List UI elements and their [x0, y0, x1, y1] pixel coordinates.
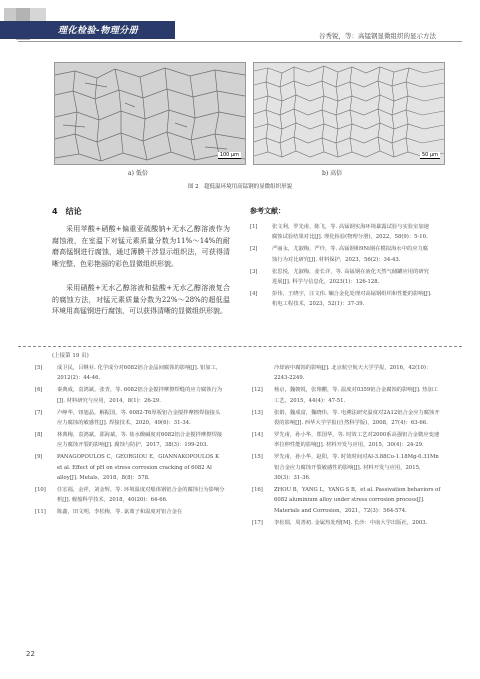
scale-bar-b: 50 μm	[421, 152, 438, 158]
reference-text: 冷却液中腐蚀的影响[J]. 北京航空航天大学学报，2016，42(10)：2243-2249.	[274, 365, 432, 382]
reference-text: 李松瑞，周善初. 金属热处理[M]. 长沙：中南大学出版社，2003.	[274, 519, 428, 526]
reference-number: [13]	[252, 409, 263, 416]
reference-text: 陈鑫，田文明，李松梅，等. 氯离子和温度对铝合金在	[57, 509, 183, 516]
page-number: 22	[26, 650, 35, 658]
reference-text: 成卫民，吕继业. 化学成分对6082铝合金晶间腐蚀的影响[J]. 铝加工，2012(2)：44-46.	[57, 365, 222, 382]
reference-text: 张娟，魏成富，魏晓伟，等. 电溯法研究温度对2A12铝合金应力腐蚀开裂的影响[J]. 西华大学学报(自然科学版)，2008，27(4)：63-66.	[274, 409, 440, 427]
micrograph-a-image	[55, 63, 245, 164]
micrograph-b-image	[254, 63, 444, 164]
panel-a-caption: a) 低倍	[128, 170, 148, 177]
reference-text: 罗先甫，孙小华，赵阳，等. 时效时间对Al-3.88Cu-1.18Mg-0.31Mn铝合金应力腐蚀开裂敏感性的影响[J]. 材料开发与应用，2015，30(3)：31-36.	[274, 454, 439, 482]
reference-number: [6]	[35, 387, 43, 394]
continued-reference-list-right	[252, 363, 442, 530]
figure-caption: 图 2 超低温环境用高锰钢的显微组织形貌	[187, 184, 293, 190]
section-divider	[18, 346, 462, 347]
reference-item	[252, 485, 442, 516]
reference-text: 罗先甫，孙小华，郑国华，等. 时效工艺对2000系高强铝合金微应变速率拉伸性能的影响[J]. 材料开发与应用，2015，30(4)：24-29.	[274, 431, 440, 449]
reference-number: [16]	[252, 486, 263, 493]
reference-number: [17]	[252, 519, 263, 526]
conclusion-paragraph: 采用硝酸+无水乙醇溶液和盐酸+无水乙醇溶液复合的腐蚀方法，对锰元素质量分数为22%～28%的超低温环境用高锰钢进行腐蚀，可以获得清晰的显微组织形貌。	[52, 284, 230, 315]
reference-number: [4]	[250, 290, 258, 297]
reference-number: [11]	[35, 509, 46, 516]
reference-item	[252, 452, 442, 483]
reference-text: 林典梅，袁鸿斌，邵海斌，等. 盐水酸碱度对6082铝合金搅拌摩擦焊接应力腐蚀开裂的影响[J]. 腐蚀与防护，2017，38(3)：199-203.	[57, 431, 223, 449]
reference-text: 任宏福，金祥，刘金辉，等. 环境温度对船体钢铝合金的腐蚀行为影响分析[J]. 舰船科学技术，2018，40(20)：64-66.	[57, 486, 225, 504]
reference-number: [15]	[252, 454, 263, 461]
reference-number: [14]	[252, 431, 263, 438]
reference-text: 秦典成，袁鸿斌，张青，等. 6082铝合金搅拌摩擦焊缝的应力腐蚀行为[J]. 材料研究与应用，2014，8(1)：26-29.	[57, 387, 223, 404]
reference-text: 严丽永，尤淑梅，严玲，等. 高锰钢和9Ni钢在模拟海水中的应力腐蚀行为对比研究[J]. 材料保护，2023，56(2)：34-43.	[272, 246, 429, 263]
reference-text: 彭伟，王晓宇，汪文伟. 镧合金化处理对高锰钢组织和性能的影响[J]. 机电工程技术，2023，52(1)：37-39.	[272, 290, 432, 308]
reference-item	[35, 507, 225, 517]
reference-item	[252, 518, 442, 528]
reference-number: [12]	[252, 387, 263, 394]
journal-label: 理化检验-物理分册	[58, 26, 139, 36]
reference-number: [3]	[250, 268, 258, 275]
reference-number: [7]	[35, 409, 43, 416]
panel-b-caption: b) 高倍	[322, 170, 343, 177]
reference-item	[252, 385, 442, 406]
continued-label: (上接第 19 页)	[52, 353, 89, 359]
reference-item	[35, 408, 225, 429]
reference-number: [5]	[35, 365, 43, 371]
reference-item	[252, 430, 442, 451]
reference-list	[250, 222, 432, 311]
reference-text: PANAGOPOULOS C，GEORGIOU E，GIANNAKOPOULOS K et al. Effect of pH on stress corrosion cracking of 6082 Al alloy[J]. Metals，2018，8(8)：578.	[57, 454, 220, 482]
reference-item	[35, 452, 225, 483]
reference-item	[252, 363, 442, 384]
micrograph-high-magnification	[253, 62, 445, 165]
reference-number: [2]	[250, 246, 258, 253]
running-head: 谷秀锐，等：高锰钢显微组织的显示方法	[319, 32, 436, 40]
reference-item	[250, 244, 432, 265]
reference-item	[250, 222, 432, 243]
journal-header	[0, 0, 480, 40]
scale-bar-a: 100 μm	[219, 152, 239, 158]
reference-item	[252, 408, 442, 429]
reference-number: [10]	[35, 486, 46, 493]
reference-item	[35, 430, 225, 451]
reference-item	[35, 485, 225, 506]
section-title: 4 结论	[52, 207, 82, 216]
reference-text: 张思悦，尤淑梅，姜长详，等. 高锰钢在液化天然气储罐应用的研究进展[J]. 科学与信息化，2023(1)：126-128.	[272, 268, 429, 286]
reference-item	[35, 363, 225, 384]
reference-item	[35, 385, 225, 406]
reference-text: ZHOU B，YANG L，YANG S B，et al. Passivation behaviors of 6082 aluminium alloy under stress corrosion process[J]. Materials and Corrosion，2021，72(3)：564-574.	[274, 486, 441, 514]
header-rule	[18, 41, 462, 42]
continued-reference-list-left	[35, 363, 225, 519]
references-title: 参考文献：	[250, 207, 285, 215]
reference-text: 卢峥华，钮旭晶，解振国，等. 6082-T6厚板铝合金搅拌摩擦焊接接头应力腐蚀的敏感性[J]. 焊接技术，2020，49(6)：31-34.	[57, 409, 221, 427]
reference-number: [1]	[250, 224, 258, 230]
reference-item	[250, 289, 432, 310]
reference-item	[250, 267, 432, 288]
micrograph-low-magnification	[54, 62, 246, 165]
reference-text: 杨京，魏朝锐，张翔鹏，等. 温度对0359铝合金腐蚀的影响[J]. 热加工工艺，2015，44(4)：47-51.	[274, 387, 439, 404]
reference-text: 张文利，罗先甫，陈飞，等. 高锰钢实海环境暴露试验与实验室加速腐蚀试验结果对比[J]. 理化检验(物理分册)，2022，58(9)：5-10.	[272, 224, 429, 241]
reference-number: [8]	[35, 431, 43, 438]
conclusion-paragraph: 采用苹酸+硝酸+偏重亚硫酸钠+无水乙醇溶液作为腐蚀液，在室温下对锰元素质量分数为11%～14%的耐磨高锰钢进行腐蚀，通过薄膜干涉显示组织法，可获得清晰完整、色彩艳丽的彩色显微组织形貌。	[52, 225, 230, 268]
reference-number: [9]	[35, 454, 43, 461]
